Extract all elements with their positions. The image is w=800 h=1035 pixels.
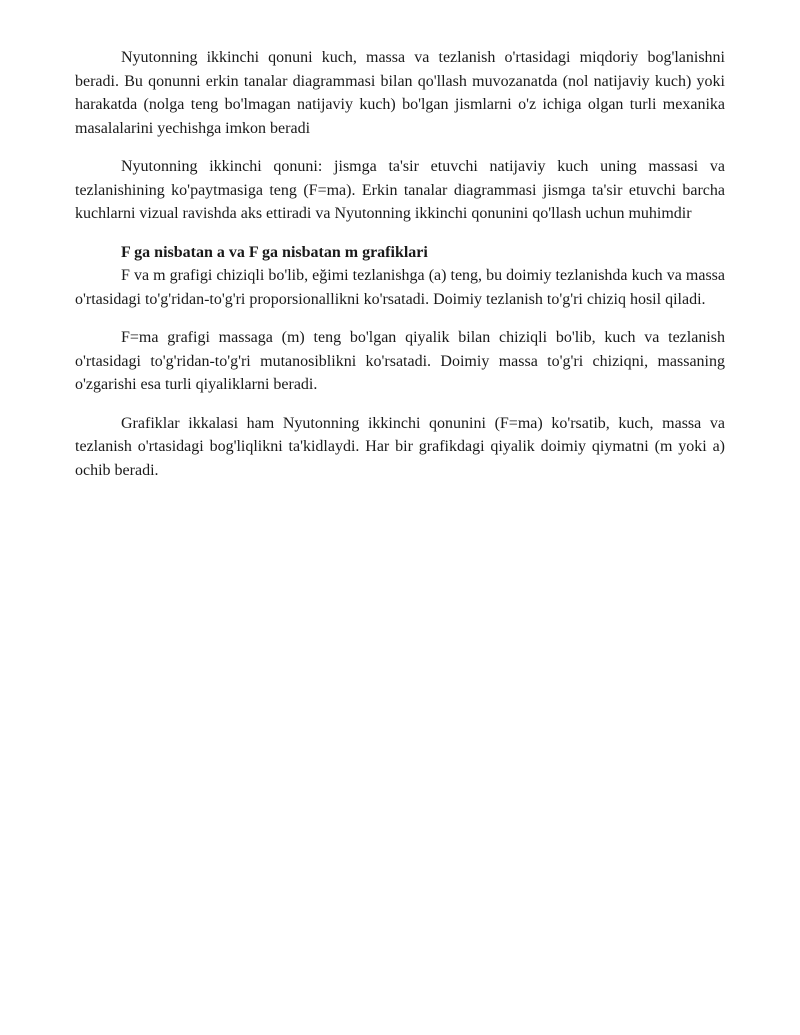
paragraph-f-vs-m-graph: F va m grafigi chiziqli bo'lib, eğimi tezlanishga (a) teng, bu doimiy tezlanishda kuch va massa o'rtasidagi to'g'ridan-to'g'ri proporsionallikni ko'rsatadi. Doimiy tezlanish to'g'ri chiziq hosil qiladi. — [75, 267, 725, 308]
paragraph-definition: Nyutonning ikkinchi qonuni: jismga ta'sir etuvchi natijaviy kuch uning massasi va tezlanishining ko'paytmasiga teng (F=ma). Erkin tanalar diagrammasi jismga ta'sir etuvchi barcha kuchlarni vizual ravishda aks ettiradi va Nyutonning ikkinchi qonunini qo'llash uchun muhimdir — [75, 158, 725, 222]
paragraph-summary: Grafiklar ikkalasi ham Nyutonning ikkinchi qonunini (F=ma) ko'rsatib, kuch, massa va tezlanish o'rtasidagi bog'liqlikni ta'kidlaydi. Har bir grafikdagi qiyalik doimiy qiymatni (m yoki a) ochib beradi. — [75, 414, 725, 479]
paragraph-f-ma-graph: F=ma grafigi massaga (m) teng bo'lgan qiyalik bilan chiziqli bo'lib, kuch va tezlanish o'rtasidagi to'g'ridan-to'g'ri mutanosiblikni ko'rsatadi. Doimiy massa to'g'ri chiziqni, massaning o'zgarishi esa turli qiyaliklarni beradi. — [75, 329, 725, 393]
section-heading: F ga nisbatan a va F ga nisbatan m grafiklari — [121, 243, 428, 261]
document-body — [75, 46, 725, 482]
paragraph-intro: Nyutonning ikkinchi qonuni kuch, massa va tezlanish o'rtasidagi miqdoriy bog'lanishni beradi. Bu qonunni erkin tanalar diagrammasi bilan qo'llash muvozanatda (nol natijaviy kuch) yoki harakatda (nolga teng bo'lmagan natijaviy kuch) bo'lgan jismlarni o'z ichiga olgan turli mexanika masalalarini yechishga imkon beradi — [75, 49, 725, 137]
